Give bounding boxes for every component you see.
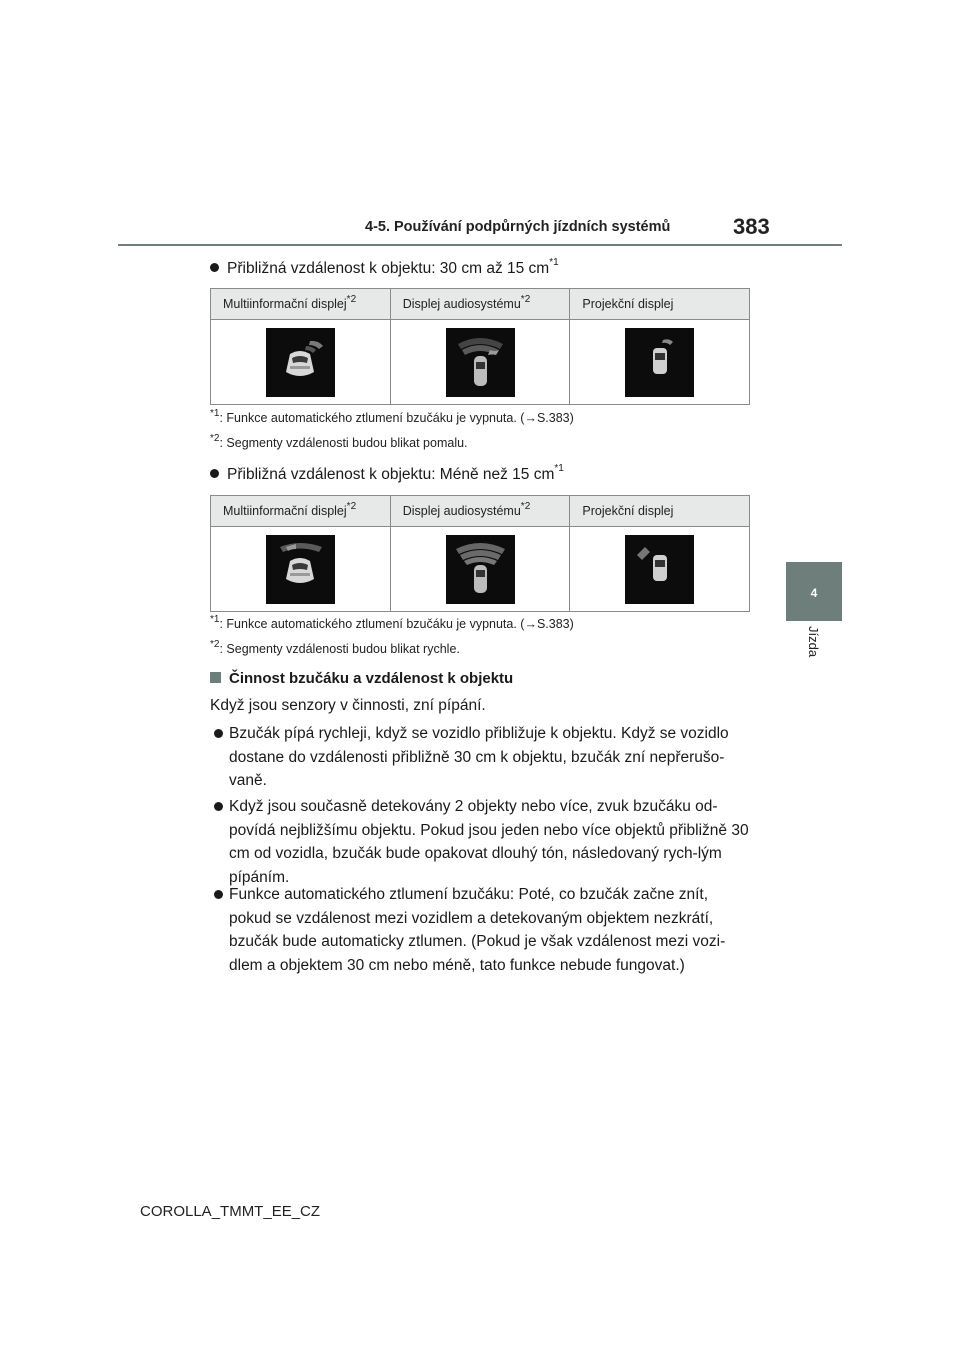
column-header: Displej audiosystému$^{*2}$ xyxy=(390,289,570,320)
page-number: 383 xyxy=(733,214,770,239)
column-header: Projekční displej xyxy=(570,496,750,527)
multiinfo-display-image xyxy=(266,535,335,604)
block2-footnote-1: $^{*1}$: Funkce automatického ztlumení bzučáku je vypnuta. (→S.383) xyxy=(210,614,574,631)
bullet-icon xyxy=(210,263,219,272)
block2-footnote-2: $^{*2}$: Segmenty vzdálenosti budou blikat rychle. xyxy=(210,639,460,656)
block2-heading: Přibližná vzdálenost k objektu: Méně než 15 $cm^{*1}$ xyxy=(210,466,564,484)
table-cell xyxy=(390,320,570,405)
list-item: Funkce automatického ztlumení bzučáku: Poté, co bzučák začne znít, pokud se vzdálenost mezi vozidlem a detekovaným objektem nezkrátí, bzučák bude automaticky ztlumen. (Pokud je však vzdálenost mezi vozi-dlem a objektem 30 cm nebo méně, tato funkce nebude fungovat.) xyxy=(210,883,750,977)
projection-display-image xyxy=(625,328,694,397)
bullet-icon xyxy=(214,802,223,811)
bullet-icon xyxy=(214,729,223,738)
section-intro: Když jsou senzory v činnosti, zní pípání. xyxy=(210,697,486,714)
document-code: COROLLA_TMMT_EE_CZ xyxy=(140,1203,321,1220)
audio-display-image xyxy=(446,535,515,604)
audio-display-image xyxy=(446,328,515,397)
column-header: Displej audiosystému$^{*2}$ xyxy=(390,496,570,527)
chapter-number: 4 xyxy=(810,586,818,600)
bullet-icon xyxy=(214,890,223,899)
table-cell xyxy=(211,527,391,612)
block1-footnote-2: $^{*2}$: Segmenty vzdálenosti budou blikat pomalu. xyxy=(210,433,468,450)
table-cell xyxy=(390,527,570,612)
block1-footnote-1: $^{*1}$: Funkce automatického ztlumení bzučáku je vypnuta. (→S.383) xyxy=(210,408,574,425)
projection-display-image xyxy=(625,535,694,604)
block2-display-table xyxy=(210,495,750,612)
header-divider xyxy=(118,244,842,246)
table-cell xyxy=(570,320,750,405)
square-bullet-icon xyxy=(210,672,221,683)
column-header: Projekční displej xyxy=(570,289,750,320)
section-heading: Činnost bzučáku a vzdálenost k objektu xyxy=(210,670,513,687)
chapter-label: Jízda xyxy=(806,626,821,658)
table-cell xyxy=(211,320,391,405)
table-cell xyxy=(570,527,750,612)
list-item: Bzučák pípá rychleji, když se vozidlo přibližuje k objektu. Když se vozidlo dostane do vzdálenosti přibližně 30 cm k objektu, bzučák zní nepřerušo-vaně. xyxy=(210,722,750,793)
column-header: Multiinformační displej$^{*2}$ xyxy=(211,496,391,527)
list-item: Když jsou současně detekovány 2 objekty nebo více, zvuk bzučáku od-povídá nejbližšímu objektu. Pokud jsou jeden nebo více objektů přibližně 30 cm od vozidla, bzučák bude opakovat dlouhý tón, následovaný rych-lým pípáním. xyxy=(210,795,750,889)
multiinfo-display-image xyxy=(266,328,335,397)
bullet-icon xyxy=(210,469,219,478)
section-title: 4-5. Používání podpůrných jízdních systémů xyxy=(365,219,671,235)
block1-heading: Přibližná vzdálenost k objektu: 30 cm až 15 $cm^{*1}$ xyxy=(210,260,559,278)
column-header: Multiinformační displej$^{*2}$ xyxy=(211,289,391,320)
block1-display-table xyxy=(210,288,750,405)
